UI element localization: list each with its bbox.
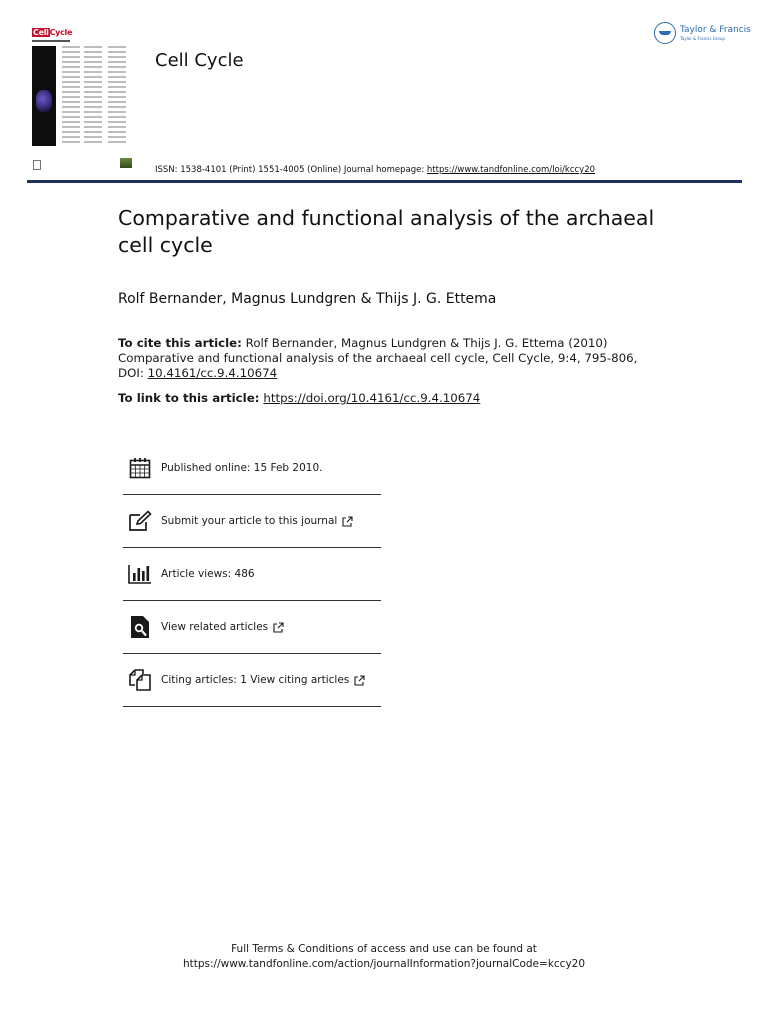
cover-artwork [36, 90, 52, 112]
footer [0, 942, 768, 972]
publisher-logo-text [680, 26, 751, 41]
footer-terms-url[interactable]: https://www.tandfonline.com/action/journalInformation?journalCode=kccy20 [182, 958, 586, 970]
external-link-icon [273, 618, 284, 637]
issn-line [155, 165, 595, 175]
article-authors: Rolf Bernander, Magnus Lundgren & Thijs J. G. Ettema [118, 291, 497, 307]
publisher-group: Taylor & Francis Group [680, 35, 725, 41]
cover-contents-column [108, 46, 126, 146]
cover-contents-column [62, 46, 80, 146]
article-title: Comparative and functional analysis of the archaeal cell cycle [118, 206, 655, 257]
document-icon [33, 160, 41, 170]
related-articles-link[interactable]: View related articles [161, 621, 269, 633]
citation-doi-link[interactable]: 10.4161/cc.9.4.10674 [147, 366, 278, 380]
citation [118, 336, 658, 381]
journal-homepage-link[interactable]: https://www.tandfonline.com/loi/kccy20 [426, 165, 596, 175]
search-document-icon [127, 614, 153, 640]
publisher-logo[interactable] [654, 22, 751, 44]
article-link [118, 391, 480, 405]
cover-contents-column [84, 46, 102, 146]
published-online-text: Published online: 15 Feb 2010. [161, 462, 323, 474]
article-link-label: To link to this article: [118, 391, 260, 405]
published-online-row [123, 442, 381, 495]
journal-cover-thumbnail [32, 28, 136, 146]
footer-terms-text: Full Terms & Conditions of access and use can be found at [231, 943, 537, 955]
external-link-icon [342, 512, 353, 531]
publisher-name: Taylor & Francis [680, 24, 751, 35]
submit-article-row[interactable] [123, 495, 381, 548]
citation-text: Rolf Bernander, Magnus Lundgren & Thijs J. G. Ettema (2010) Comparative and functional analysis of the archaeal cell cycle, Cell Cycle, 9:4, 795-806, DOI: [118, 336, 638, 380]
citation-label: To cite this article: [118, 336, 242, 350]
related-articles-row[interactable] [123, 601, 381, 654]
article-doi-link[interactable]: https://doi.org/10.4161/cc.9.4.10674 [263, 391, 481, 405]
citing-articles-row[interactable] [123, 654, 381, 707]
submit-article-link[interactable]: Submit your article to this journal [161, 515, 338, 527]
cover-subtitle-bar [32, 40, 70, 42]
citing-articles-icon [127, 667, 153, 693]
cover-small-image [120, 158, 132, 168]
cover-logo: CellCycle [33, 28, 73, 37]
article-views-text: Article views: 486 [161, 568, 255, 580]
article-views-row [123, 548, 381, 601]
edit-icon [127, 508, 153, 534]
issn-text: ISSN: 1538-4101 (Print) 1551-4005 (Online) Journal homepage: [155, 165, 427, 175]
article-info-list [123, 442, 381, 707]
journal-title: Cell Cycle [155, 50, 244, 71]
citing-articles-link[interactable]: Citing articles: 1 View citing articles [161, 674, 350, 686]
external-link-icon [354, 671, 365, 690]
header-rule [27, 180, 742, 183]
bar-chart-icon [127, 561, 153, 587]
publisher-logo-icon [654, 22, 676, 44]
calendar-icon [127, 455, 153, 481]
